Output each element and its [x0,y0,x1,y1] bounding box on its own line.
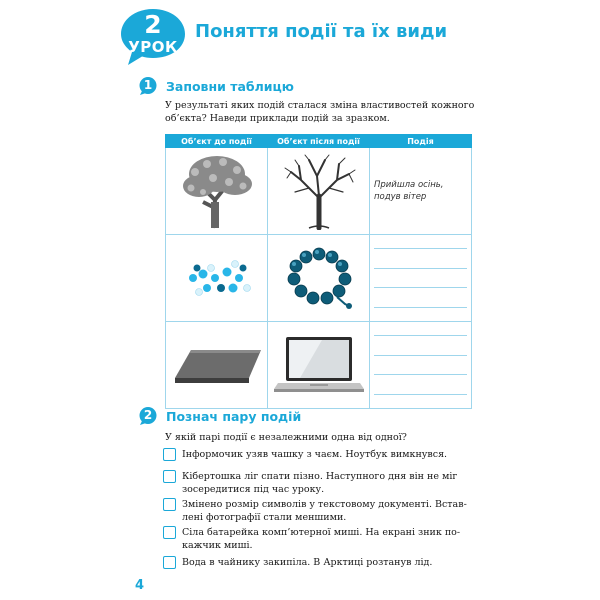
event-cell[interactable] [370,148,472,235]
before-cell [166,235,268,322]
open-laptop-image [272,333,366,397]
table-row [166,235,472,322]
answer-lines [374,248,467,308]
task-1-number: 1 [143,78,153,92]
column-header-after: Об’єкт після події [268,135,370,148]
task-2-header [138,406,301,426]
option-checkbox[interactable] [163,470,176,483]
before-cell [166,148,268,235]
task-1-header [138,76,294,96]
column-header-event: Подія [370,135,472,148]
sample-answer [374,179,467,203]
option-text: Сіла батарейка комп’ютерної миші. На екрані зник по- кажчик миші. [182,527,461,551]
task-2-badge [138,406,158,426]
option-text: Змінено розмір символів у текстовому документі. Встав- лені фотографії стали меншими. [182,499,467,523]
task-1-title: Заповни таблицю [166,78,294,94]
sample-answer-line: подув вітер [374,192,427,202]
sample-answer-line: Прийшла осінь, [374,180,444,190]
after-cell [268,148,370,235]
lesson-number: 2 [144,10,162,39]
option-text: Інформочик узяв чашку з чаєм. Ноутбук вимкнувся. [182,449,448,460]
option-checkbox[interactable] [163,498,176,511]
column-header-before: Об’єкт до події [166,135,268,148]
option-text: Вода в чайнику закипіла. В Арктиці розтанув лід. [182,557,433,568]
answer-lines [374,335,467,395]
option-item[interactable] [163,556,473,569]
task-2-question: У якій парі події є незалежними одна від одної? [165,432,407,443]
after-cell [268,235,370,322]
closed-laptop-image [171,340,263,390]
option-item[interactable] [163,448,473,461]
event-cell[interactable] [370,322,472,409]
table-row [166,148,472,235]
option-item[interactable] [163,526,473,552]
option-checkbox[interactable] [163,556,176,569]
option-checkbox[interactable] [163,448,176,461]
event-cell[interactable] [370,235,472,322]
bead-bracelet-image [279,244,359,312]
lesson-label: УРОК [128,38,178,56]
task-1-badge [138,76,158,96]
events-table [165,134,472,409]
table-row [166,322,472,409]
option-item[interactable] [163,498,473,524]
option-item[interactable] [163,470,473,496]
bare-tree-image [279,152,359,230]
task-1-instruction [165,99,475,125]
task-2-title: Познач пару подій [166,408,302,424]
before-cell [166,322,268,409]
page-number: 4 [135,578,145,593]
instruction-line: У результаті яких подій сталася зміна властивостей кожного [165,100,475,111]
after-cell [268,322,370,409]
tree-with-leaves-image [177,152,257,230]
task-2-number: 2 [143,408,153,422]
option-checkbox[interactable] [163,526,176,539]
loose-beads-image [177,248,257,308]
page-title: Поняття події та їх види [195,21,448,42]
lesson-badge [118,6,188,68]
instruction-line: об’єкта? Наведи приклади подій за зразком. [165,113,390,124]
option-text: Кібертошка ліг спати пізно. Наступного дня він не міг зосередитися під час уроку. [182,471,458,495]
